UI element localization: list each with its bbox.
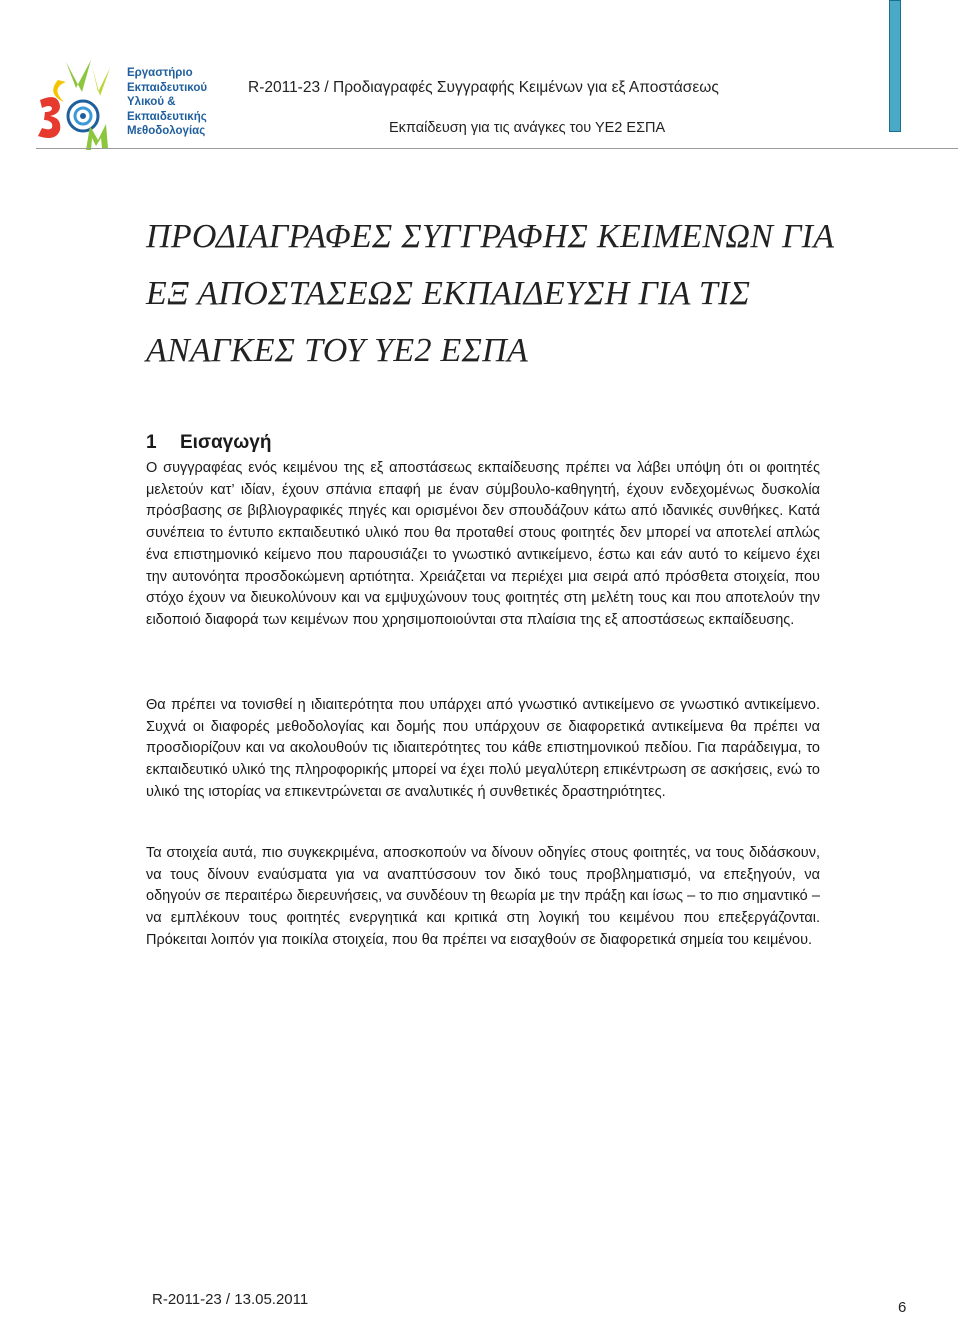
section-title: Εισαγωγή: [180, 432, 272, 453]
header-subtitle: Εκπαίδευση για τις ανάγκες του ΥΕ2 ΕΣΠΑ: [389, 120, 666, 136]
section-number: 1: [146, 432, 157, 453]
document-title-line: ΠΡΟΔΙΑΓΡΑΦΕΣ ΣΥΓΓΡΑΦΗΣ ΚΕΙΜΕΝΩΝ ΓΙΑ: [146, 218, 835, 255]
section-heading: [146, 432, 271, 454]
document-title: [146, 208, 846, 379]
footer-doc-ref: R-2011-23 / 13.05.2011: [152, 1291, 309, 1308]
logo-3em-icon: [36, 58, 128, 154]
body-paragraph: Τα στοιχεία αυτά, πιο συγκεκριμένα, αποσκοπούν να δίνουν οδηγίες στους φοιτητές, να τους διδάσκουν, να τους δίνουν εναύσματα για να αναπτύσσουν τον δικό τους προβληματισμό, να επεξηγούν, να οδηγούν σε περαιτέρω διερευνήσεις, να συνδέουν τη θεωρία με την πράξη και ίσως – το πιο σημαντικό – να εμπλέκουν τους φοιτητές ενεργητικά και κριτικά στη λογική του κειμένου που επεξεργάζονται. Πρόκειται λοιπόν για ποικίλα στοιχεία, που θα πρέπει να εισαχθούν σε διαφορετικά σημεία του κειμένου.: [146, 845, 820, 948]
header-divider: [36, 148, 958, 149]
body-paragraph: Ο συγγραφέας ενός κειμένου της εξ αποστάσεως εκπαίδευσης πρέπει να λάβει υπόψη ότι οι φοιτητές μελετούν κατ’ ιδίαν, έχουν σπάνια επαφή με έναν σύμβουλο-καθηγητή, έχουν ενδεχομένως δυσκολία πρόσβασης σε βιβλιογραφικές πηγές και ορισμένοι δεν σπουδάζουν κάτω από ιδανικές συνθήκες. Κατά συνέπεια το έντυπο εκπαιδευτικό υλικό που θα προταθεί στους φοιτητές δεν μπορεί να αποτελεί απλώς ένα επιστημονικό κείμενο που παρουσιάζει το γνωστικό αντικείμενο, έστω και εάν αυτό το κείμενο έχει την αυτονόητα προσδοκώμενη αρτιότητα. Χρειάζεται να περιέχει μια σειρά από πρόσθετα στοιχεία, που στόχο έχουν να διευκολύνουν και να εμψυχώνουν τους φοιτητές στη μελέτη τους και που αποτελούν την ειδοποιό διαφορά των κειμένων που χρησιμοποιούνται στα πλαίσια της εξ αποστάσεως εκπαίδευσης.: [146, 460, 820, 628]
header-title: R-2011-23 / Προδιαγραφές Συγγραφής Κειμένων για εξ Αποστάσεως: [248, 79, 719, 96]
logo-wordmark: Εργαστήριο Εκπαιδευτικού Υλικού & Εκπαιδευτικής Μεθοδολογίας: [127, 67, 208, 137]
corner-marker-bar: [889, 0, 901, 132]
page-number: 6: [898, 1299, 907, 1316]
lab-logo: [36, 58, 216, 154]
body-paragraph: Θα πρέπει να τονισθεί η ιδιαιτερότητα που υπάρχει από γνωστικό αντικείμενο σε γνωστικό αντικείμενο. Συχνά οι διαφορές μεθοδολογίας και δομής που υπάρχουν σε διαφορετικά αντικείμενα θα πρέπει να προσδιορίζουν και να ακολουθούν τις ιδιαιτερότητες του κάθε επιστημονικού πεδίου. Για παράδειγμα, το εκπαιδευτικό υλικό της πληροφορικής μπορεί να έχει πολύ μεγαλύτερη επικέντρωση σε ασκήσεις, ενώ το υλικό της ιστορίας να επικεντρώνεται σε αναλυτικές ή συνθετικές δραστηριότητες.: [146, 697, 820, 800]
document-title-line: ΑΝΑΓΚΕΣ ΤΟΥ ΥΕ2 ΕΣΠΑ: [146, 332, 529, 369]
document-title-line: ΕΞ ΑΠΟΣΤΑΣΕΩΣ ΕΚΠΑΙΔΕΥΣΗ ΓΙΑ ΤΙΣ: [146, 275, 751, 312]
